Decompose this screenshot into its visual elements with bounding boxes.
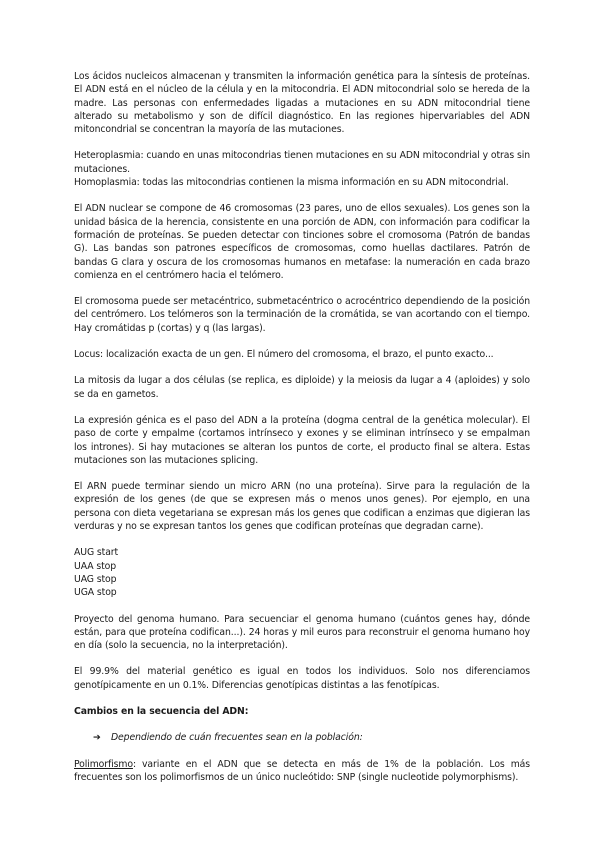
paragraph-polimorfismo	[74, 758, 530, 785]
codon-list	[74, 546, 530, 599]
paragraph-chromosome-types: El cromosoma puede ser metacéntrico, submetacéntrico o acrocéntrico dependiendo de la posición del centrómero. Los telómeros son la terminación de la cromátida, se van acortando con el tiempo. Hay cromátidas p (cortas) y q (las largas).	[74, 296, 530, 334]
definition-polimorfismo: : variante en el ADN que se detecta en más de 1% de la población. Los más frecuentes son los polimorfismos de un único nucleótido: SNP (single nucleotide polymorphisms).	[74, 758, 530, 783]
bullet-text: Dependiendo de cuán frecuentes sean en la población:	[111, 732, 363, 744]
list-item: UAA stop	[74, 560, 117, 572]
paragraph-homoplasmia: Homoplasmia: todas las mitocondrias contienen la misma información en su ADN mitocondrial.	[74, 177, 509, 189]
bullet-item	[93, 731, 530, 744]
paragraph-nuclear-dna: El ADN nuclear se compone de 46 cromosomas (23 pares, uno de ellos sexuales). Los genes son la unidad básica de la herencia, consistente en una porción de ADN, con información para codificar la formación de proteínas. Se pueden detectar con tinciones sobre el cromosoma (Patrón de bandas G). Las bandas son patrones específicos de cromosomas, como huellas dactilares. Patrón de bandas G clara y oscura de los cromosomas humanos en metafase: la numeración en cada brazo comienza en el centrómero hacia el telómero.	[74, 203, 530, 281]
section-heading: Cambios en la secuencia del ADN:	[74, 705, 249, 717]
paragraph-genetic-similarity: El 99.9% del material genético es igual en todos los individuos. Solo nos diferenciamos genotípicamente en un 0.1%. Diferencias genotípicas distintas a las fenotípicas.	[74, 666, 530, 691]
paragraph-mitosis-meiosis: La mitosis da lugar a dos células (se replica, es diploide) y la meiosis da lugar a 4 (aploides) y solo se da en gametos.	[74, 375, 530, 400]
paragraph-genome-project: Proyecto del genoma humano. Para secuenciar el genoma humano (cuántos genes hay, dónde están, para que proteína codifican...). 24 horas y mil euros para reconstruir el genoma humano hoy en día (solo la secuencia, no la interpretación).	[74, 613, 530, 652]
list-item: AUG start	[74, 547, 119, 559]
paragraph-micro-rna: El ARN puede terminar siendo un micro ARN (no una proteína). Sirve para la regulación de la expresión de los genes (de que se expresen más o menos unos genes). Por ejemplo, en una persona con dieta vegetariana se expresan más los genes que codifican a enzimas que digieran las verduras y no se expresan tantos los genes que codifican proteínas que degradan carne).	[74, 481, 530, 533]
list-item: UGA stop	[74, 587, 117, 599]
term-polimorfismo: Polimorfismo	[74, 758, 133, 770]
paragraph-nucleic-acids: Los ácidos nucleicos almacenan y transmiten la información genética para la síntesis de proteínas. El ADN está en el núcleo de la célula y en la mitocondria. El ADN mitocondrial solo se hereda de la madre. Las personas con enfermedades ligadas a mutaciones en su ADN mitocondrial tiene alterado su metabolismo y son de difícil diagnóstico. En las regiones hipervariables del ADN mitoncondrial se concentran la mayoría de las mutaciones.	[74, 71, 530, 136]
list-item: UAG stop	[74, 573, 117, 585]
paragraph-locus: Locus: localización exacta de un gen. El número del cromosoma, el brazo, el punto exacto...	[74, 349, 494, 361]
arrow-right-icon: ➔	[93, 732, 101, 744]
paragraph-gene-expression: La expresión génica es el paso del ADN a la proteína (dogma central de la genética molecular). El paso de corte y empalme (cortamos intrínseco y exones y se eliminan intrínseco y se empalman los intrones). Si hay mutaciones se alteran los puntos de corte, el producto final se altera. Estas mutaciones son las mutaciones splicing.	[74, 414, 530, 466]
paragraph-heteroplasmia: Heteroplasmia: cuando en unas mitocondrias tienen mutaciones en su ADN mitocondrial y otras sin mutaciones.	[74, 150, 530, 175]
